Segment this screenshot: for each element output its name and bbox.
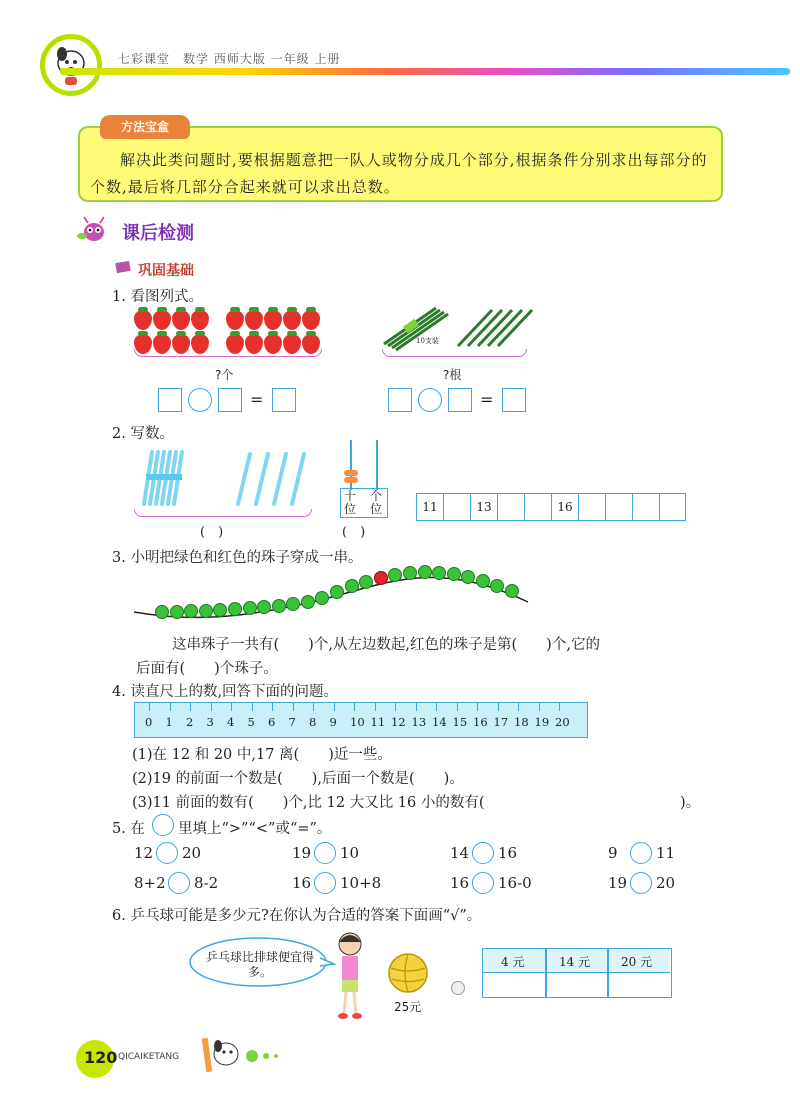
ruler-tick bbox=[231, 703, 232, 711]
q1-right-brace bbox=[382, 349, 527, 357]
equals-sign: = bbox=[250, 390, 264, 409]
green-bead bbox=[315, 591, 329, 605]
sequence-blank-cell[interactable] bbox=[660, 494, 687, 520]
blue-sticks-picture bbox=[134, 448, 314, 508]
q3-title: 3. 小明把绿色和红色的珠子穿成一串。 bbox=[112, 550, 363, 566]
ruler-tick bbox=[436, 703, 437, 711]
price-options-table bbox=[482, 948, 672, 998]
section-title: 课后检测 bbox=[122, 223, 194, 244]
compare-left: 19 bbox=[608, 874, 628, 892]
beads bbox=[132, 560, 532, 630]
bundle-label: 10支装 bbox=[416, 337, 439, 345]
green-bead bbox=[388, 568, 402, 582]
q3-line2: 后面有( )个珠子。 bbox=[136, 661, 278, 677]
header-title: 七彩课堂 数学 西师大版 一年级 上册 bbox=[118, 52, 341, 66]
pingpong-icon bbox=[450, 980, 466, 996]
compare-circle[interactable] bbox=[472, 842, 494, 864]
ruler-number: 17 bbox=[493, 715, 509, 729]
abacus-tens-label: 十位 bbox=[344, 489, 357, 516]
compare-right: 16 bbox=[498, 844, 518, 862]
ruler-number: 11 bbox=[370, 715, 386, 729]
q2-paren-left: ( ) bbox=[200, 525, 224, 540]
ruler-tick bbox=[539, 703, 540, 711]
q2-brace bbox=[134, 509, 312, 517]
abacus bbox=[340, 440, 388, 518]
strawberry-icon bbox=[172, 310, 190, 330]
compare-right: 10 bbox=[340, 844, 360, 862]
sequence-cell: 11 bbox=[417, 494, 444, 520]
green-bead bbox=[345, 579, 359, 593]
ruler bbox=[134, 702, 588, 738]
compare-right: 11 bbox=[656, 844, 676, 862]
ruler-number: 9 bbox=[329, 715, 337, 729]
green-bead bbox=[330, 585, 344, 599]
check-cell[interactable] bbox=[610, 975, 668, 995]
q1-title: 1. 看图列式。 bbox=[112, 289, 203, 305]
strawberry-icon bbox=[283, 310, 301, 330]
compare-circle[interactable] bbox=[156, 842, 178, 864]
green-bead bbox=[447, 567, 461, 581]
method-text: 解决此类问题时,要根据题意把一队人或物分成几个部分,根据条件分别求出每部分的个数,最后将几部分合起来就可以求出总数。 bbox=[90, 151, 708, 196]
green-bead bbox=[403, 566, 417, 580]
compare-right: 8-2 bbox=[194, 874, 219, 892]
volleyball-price: 25元 bbox=[394, 1000, 422, 1014]
ruler-number: 8 bbox=[309, 715, 317, 729]
equals-sign: = bbox=[480, 390, 494, 409]
ruler-tick bbox=[313, 703, 314, 711]
compare-circle-sample bbox=[152, 814, 174, 836]
ruler-tick bbox=[170, 703, 171, 711]
green-bead bbox=[155, 605, 169, 619]
answer-box[interactable] bbox=[502, 388, 526, 412]
dog-mascot-icon bbox=[45, 39, 97, 91]
green-bead bbox=[476, 574, 490, 588]
compare-circle[interactable] bbox=[630, 842, 652, 864]
section-subtitle: 巩固基础 bbox=[138, 263, 194, 279]
green-bead bbox=[418, 565, 432, 579]
ruler-tick bbox=[416, 703, 417, 711]
ruler-tick bbox=[354, 703, 355, 711]
option-14: 14 元 bbox=[559, 955, 591, 969]
footer-dog-icon bbox=[200, 1030, 300, 1078]
q4-sub2: (2)19 的前面一个数是( ),后面一个数是( )。 bbox=[132, 771, 464, 787]
q4-title: 4. 读直尺上的数,回答下面的问题。 bbox=[112, 684, 339, 700]
ruler-tick bbox=[375, 703, 376, 711]
green-bead bbox=[301, 595, 315, 609]
green-bead bbox=[213, 603, 227, 617]
compare-left: 8+2 bbox=[134, 874, 166, 892]
green-bead bbox=[490, 579, 504, 593]
strawberry-icon bbox=[191, 310, 209, 330]
q4-sub1: (1)在 12 和 20 中,17 离( )近一些。 bbox=[132, 747, 392, 763]
ruler-tick bbox=[559, 703, 560, 711]
ruler-tick bbox=[457, 703, 458, 711]
ruler-number: 18 bbox=[514, 715, 529, 729]
q2-title: 2. 写数。 bbox=[112, 426, 174, 442]
operator-circle[interactable] bbox=[188, 388, 212, 412]
answer-box[interactable] bbox=[158, 388, 182, 412]
ruler-number: 7 bbox=[288, 715, 296, 729]
ruler-tick bbox=[190, 703, 191, 711]
ruler-number: 16 bbox=[473, 715, 488, 729]
ruler-number: 10 bbox=[350, 715, 365, 729]
green-bead bbox=[184, 604, 198, 618]
sequence-blank-cell[interactable] bbox=[579, 494, 606, 520]
compare-circle[interactable] bbox=[314, 842, 336, 864]
q1-left-brace bbox=[134, 349, 322, 357]
q1-right-label: ?根 bbox=[443, 368, 462, 382]
ruler-number: 13 bbox=[411, 715, 427, 729]
compare-left: 16 bbox=[292, 874, 312, 892]
ruler-number: 15 bbox=[452, 715, 468, 729]
compare-right: 16-0 bbox=[498, 874, 532, 892]
ruler-tick bbox=[293, 703, 294, 711]
option-20: 20 元 bbox=[621, 955, 653, 969]
ruler-number: 19 bbox=[534, 715, 550, 729]
strawberry-icon bbox=[153, 310, 171, 330]
compare-circle[interactable] bbox=[472, 872, 494, 894]
ruler-number: 4 bbox=[227, 715, 235, 729]
compare-left: 19 bbox=[292, 844, 312, 862]
ruler-tick bbox=[334, 703, 335, 711]
green-bead bbox=[228, 602, 242, 616]
strawberry-icon bbox=[245, 310, 263, 330]
bug-mascot-icon bbox=[76, 214, 112, 246]
girl-icon bbox=[328, 928, 372, 1022]
green-bead bbox=[432, 566, 446, 580]
ruler-tick bbox=[498, 703, 499, 711]
sequence-blank-cell[interactable] bbox=[606, 494, 633, 520]
page-number: 120 bbox=[84, 1048, 118, 1067]
ruler-number: 20 bbox=[555, 715, 570, 729]
stick-bundle-icon bbox=[380, 304, 540, 354]
answer-box[interactable] bbox=[448, 388, 472, 412]
compare-right: 10+8 bbox=[340, 874, 382, 892]
red-bead bbox=[374, 571, 388, 585]
ruler-number: 2 bbox=[186, 715, 194, 729]
green-bead bbox=[257, 600, 271, 614]
check-cell[interactable] bbox=[548, 975, 605, 995]
header-rainbow-bar bbox=[60, 68, 790, 75]
q1-left-label: ?个 bbox=[215, 368, 234, 382]
green-bead bbox=[505, 584, 519, 598]
ruler-number: 5 bbox=[247, 715, 255, 729]
compare-circle[interactable] bbox=[168, 872, 190, 894]
check-cell[interactable] bbox=[485, 975, 543, 995]
sequence-blank-cell[interactable] bbox=[525, 494, 552, 520]
ruler-number: 14 bbox=[432, 715, 447, 729]
q4-sub3-b: )。 bbox=[680, 795, 701, 811]
answer-box[interactable] bbox=[388, 388, 412, 412]
green-bead bbox=[243, 601, 257, 615]
compare-left: 9 bbox=[608, 844, 618, 862]
compare-right: 20 bbox=[656, 874, 676, 892]
q4-sub3 bbox=[132, 791, 485, 812]
answer-box[interactable] bbox=[218, 388, 242, 412]
footer-brand: QICAIKETANG bbox=[118, 1052, 180, 1062]
answer-box[interactable] bbox=[272, 388, 296, 412]
method-tag: 方法宝盒 bbox=[100, 115, 190, 139]
green-bead bbox=[461, 570, 475, 584]
strawberry-group bbox=[134, 306, 324, 354]
pencil-tag-icon bbox=[114, 259, 134, 275]
ruler-number: 1 bbox=[165, 715, 173, 729]
strawberry-icon bbox=[302, 310, 320, 330]
ruler-tick bbox=[395, 703, 396, 711]
ruler-number: 3 bbox=[206, 715, 214, 729]
volleyball-icon bbox=[386, 952, 430, 994]
q4-sub3-a: (3)11 前面的数有( )个,比 12 大又比 16 小的数有( bbox=[132, 795, 485, 811]
sticks-picture bbox=[380, 304, 530, 352]
mascot-logo bbox=[40, 34, 102, 96]
green-bead bbox=[199, 604, 213, 618]
number-sequence bbox=[416, 493, 686, 521]
q6-title: 6. 乒乓球可能是多少元?在你认为合适的答案下面画“√”。 bbox=[112, 908, 482, 924]
ruler-tick bbox=[518, 703, 519, 711]
compare-grid bbox=[134, 842, 694, 902]
ruler-number: 12 bbox=[391, 715, 406, 729]
compare-left: 14 bbox=[450, 844, 470, 862]
abacus-ones-label: 个位 bbox=[370, 489, 383, 516]
ruler-tick bbox=[149, 703, 150, 711]
q2-paren-right: ( ) bbox=[342, 525, 366, 540]
strawberry-icon bbox=[264, 310, 282, 330]
sequence-blank-cell[interactable] bbox=[633, 494, 660, 520]
sequence-cell: 13 bbox=[471, 494, 498, 520]
ruler-number: 0 bbox=[145, 715, 153, 729]
ruler-tick bbox=[477, 703, 478, 711]
operator-circle[interactable] bbox=[418, 388, 442, 412]
q5-title-b: 里填上“>”“<”或“=”。 bbox=[178, 821, 332, 837]
compare-circle[interactable] bbox=[314, 872, 336, 894]
compare-circle[interactable] bbox=[630, 872, 652, 894]
ruler-tick bbox=[211, 703, 212, 711]
strawberry-icon bbox=[134, 310, 152, 330]
ruler-tick bbox=[252, 703, 253, 711]
compare-left: 16 bbox=[450, 874, 470, 892]
q3-line1: 这串珠子一共有( )个,从左边数起,红色的珠子是第( )个,它的 bbox=[172, 637, 600, 653]
sequence-blank-cell[interactable] bbox=[444, 494, 471, 520]
green-bead bbox=[272, 599, 286, 613]
q5-title-a: 5. 在 bbox=[112, 821, 145, 837]
green-bead bbox=[286, 597, 300, 611]
sequence-cell: 16 bbox=[552, 494, 579, 520]
compare-left: 12 bbox=[134, 844, 154, 862]
sequence-blank-cell[interactable] bbox=[498, 494, 525, 520]
ruler-number: 6 bbox=[268, 715, 276, 729]
compare-right: 20 bbox=[182, 844, 202, 862]
bubble-text: 乒乓球比排球便宜得多。 bbox=[205, 950, 314, 979]
green-bead bbox=[170, 605, 184, 619]
option-4: 4 元 bbox=[501, 955, 525, 969]
ruler-tick bbox=[272, 703, 273, 711]
green-bead bbox=[359, 575, 373, 589]
strawberry-icon bbox=[226, 310, 244, 330]
